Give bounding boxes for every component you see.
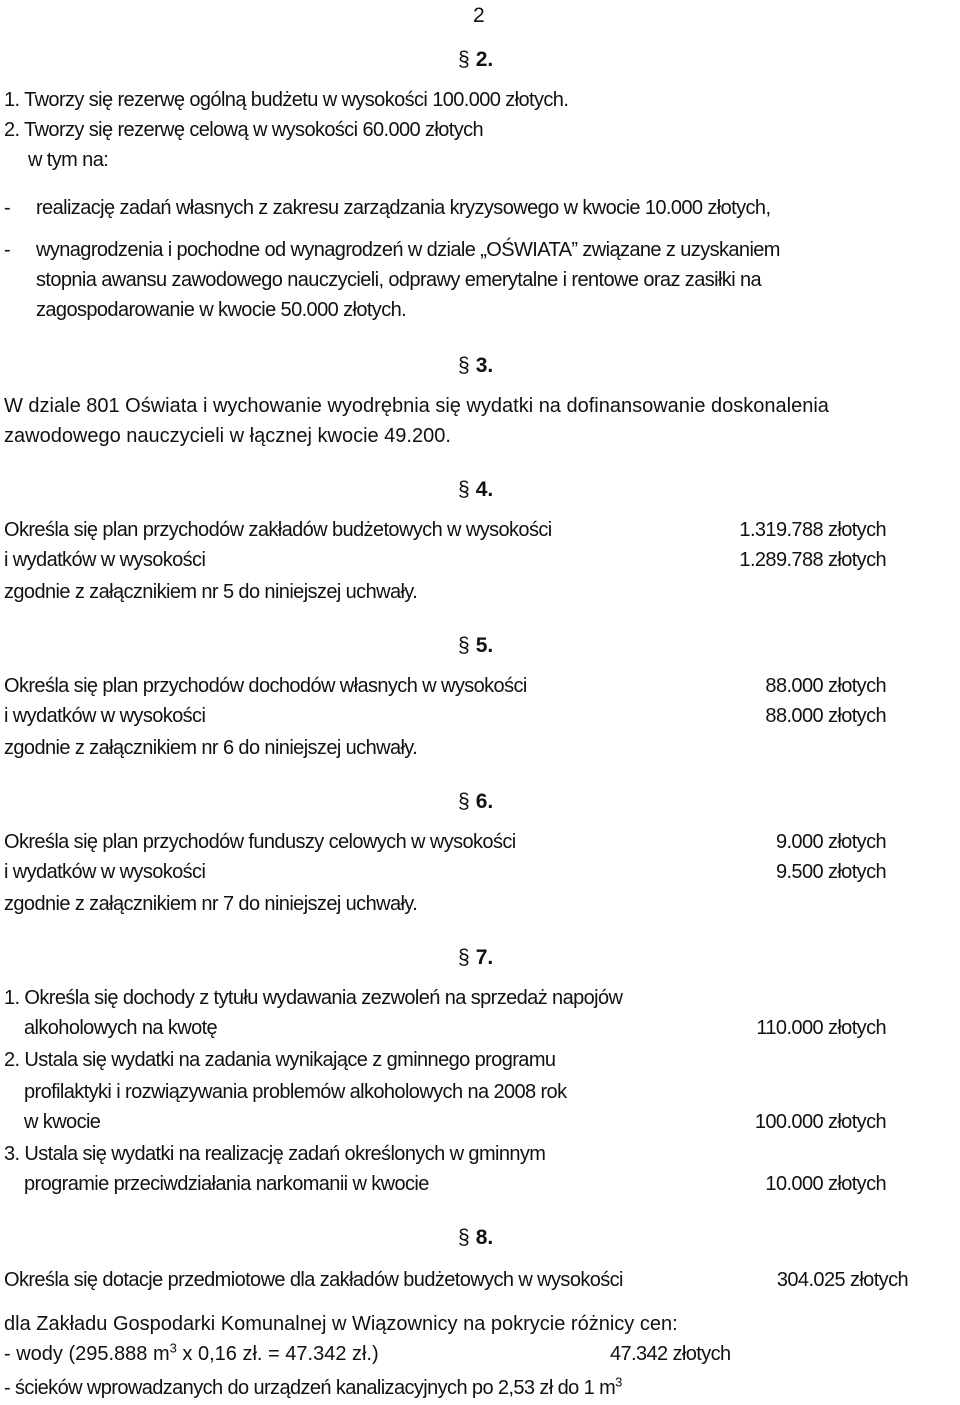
superscript: 3 [169,1340,177,1356]
s7-point-3-line-1: 3. Ustala się wydatki na realizację zadań określonych w gminnym [4,1143,546,1165]
page-number: 2 [473,4,485,27]
s4-amount-1: 1.319.788 złotych [739,519,886,541]
s7-point-3-amount: 10.000 złotych [765,1173,886,1195]
s7-point-2-line-2: profilaktyki i rozwiązywania problemów alkoholowych na 2008 rok [24,1081,567,1103]
s2-line-2: 2. Tworzy się rezerwę celową w wysokości 60.000 złotych [4,119,484,141]
section-mark: § [458,790,470,813]
section-heading-6 [458,790,493,814]
s8-line-2: dla Zakładu Gospodarki Komunalnej w Wiązownicy na pokrycie różnicy cen: [4,1313,678,1335]
s7-point-1-line-2: alkoholowych na kwotę [24,1017,218,1039]
s7-point-3-line-2: programie przeciwdziałania narkomanii w kwocie [24,1173,429,1195]
s5-amount-2: 88.000 złotych [765,705,886,727]
s6-line-1: Określa się plan przychodów funduszy celowych w wysokości [4,831,516,853]
section-number: 5. [475,634,494,657]
section-heading-4 [458,478,493,502]
s8-line-4-text: - ścieków wprowadzanych do urządzeń kanalizacyjnych po 2,53 zł do 1 m [4,1377,616,1399]
s8-line-3-text-cont: x 0,16 zł. = 47.342 zł.) [176,1343,379,1365]
s6-amount-1: 9.000 złotych [775,831,886,853]
s2-item-2-line-1: wynagrodzenia i pochodne od wynagrodzeń w dziale „OŚWIATA” związane z uzyskaniem [36,239,780,261]
s5-line-1: Określa się plan przychodów dochodów własnych w wysokości [4,675,527,697]
section-heading-7 [458,946,493,970]
s5-amount-1: 88.000 złotych [765,675,886,697]
section-mark: § [458,478,470,501]
section-number: 8. [475,1226,494,1249]
section-mark: § [458,946,470,969]
s2-item-2-line-3: zagospodarowanie w kwocie 50.000 złotych. [36,299,407,321]
section-number: 7. [475,946,494,969]
s4-line-1: Określa się plan przychodów zakładów budżetowych w wysokości [4,519,552,541]
s2-line-3: w tym na: [28,149,109,171]
s5-line-3: zgodnie z załącznikiem nr 6 do niniejszej uchwały. [4,737,418,759]
s4-line-2: i wydatków w wysokości [4,549,206,571]
section-mark: § [458,354,470,377]
section-number: 4. [475,478,494,501]
s8-line-1: Określa się dotacje przedmiotowe dla zakładów budżetowych w wysokości [4,1269,623,1291]
s3-line-1: W dziale 801 Oświata i wychowanie wyodrębnia się wydatki na dofinansowanie doskonalenia [4,395,829,417]
section-mark: § [458,1226,470,1249]
list-dash: - [4,197,11,219]
s8-amount-1: 304.025 złotych [776,1269,908,1291]
s7-point-1-amount: 110.000 złotych [756,1017,886,1039]
section-heading-8 [458,1226,493,1250]
s4-line-3: zgodnie z załącznikiem nr 5 do niniejszej uchwały. [4,581,418,603]
section-heading-5 [458,634,493,658]
section-number: 6. [475,790,494,813]
s8-amount-3: 47.342 złotych [610,1343,731,1365]
section-mark: § [458,48,470,71]
list-dash: - [4,239,11,261]
s6-amount-2: 9.500 złotych [775,861,886,883]
s7-point-2-line-1: 2. Ustala się wydatki na zadania wynikające z gminnego programu [4,1049,556,1071]
section-number: 2. [475,48,494,71]
s7-point-1-line-1: 1. Określa się dochody z tytułu wydawania zezwoleń na sprzedaż napojów [4,987,623,1009]
section-heading-2 [458,48,493,72]
s2-item-2-line-2: stopnia awansu zawodowego nauczycieli, odprawy emerytalne i rentowe oraz zasiłki na [36,269,762,291]
s2-item-1: realizację zadań własnych z zakresu zarządzania kryzysowego w kwocie 10.000 złotych, [36,197,771,219]
s4-amount-2: 1.289.788 złotych [739,549,886,571]
s8-line-4 [4,1376,622,1400]
section-mark: § [458,634,470,657]
s6-line-2: i wydatków w wysokości [4,861,206,883]
s7-point-2-line-3: w kwocie [24,1111,101,1133]
s7-point-2-amount: 100.000 złotych [754,1111,886,1133]
section-number: 3. [475,354,494,377]
s6-line-3: zgodnie z załącznikiem nr 7 do niniejszej uchwały. [4,893,418,915]
s8-line-3 [4,1342,379,1366]
s3-line-2: zawodowego nauczycieli w łącznej kwocie 49.200. [4,425,451,447]
s5-line-2: i wydatków w wysokości [4,705,206,727]
s8-line-3-text: - wody (295.888 m [4,1343,170,1365]
superscript: 3 [615,1374,622,1390]
section-heading-3 [458,354,493,378]
s2-line-1: 1. Tworzy się rezerwę ogólną budżetu w wysokości 100.000 złotych. [4,89,569,111]
